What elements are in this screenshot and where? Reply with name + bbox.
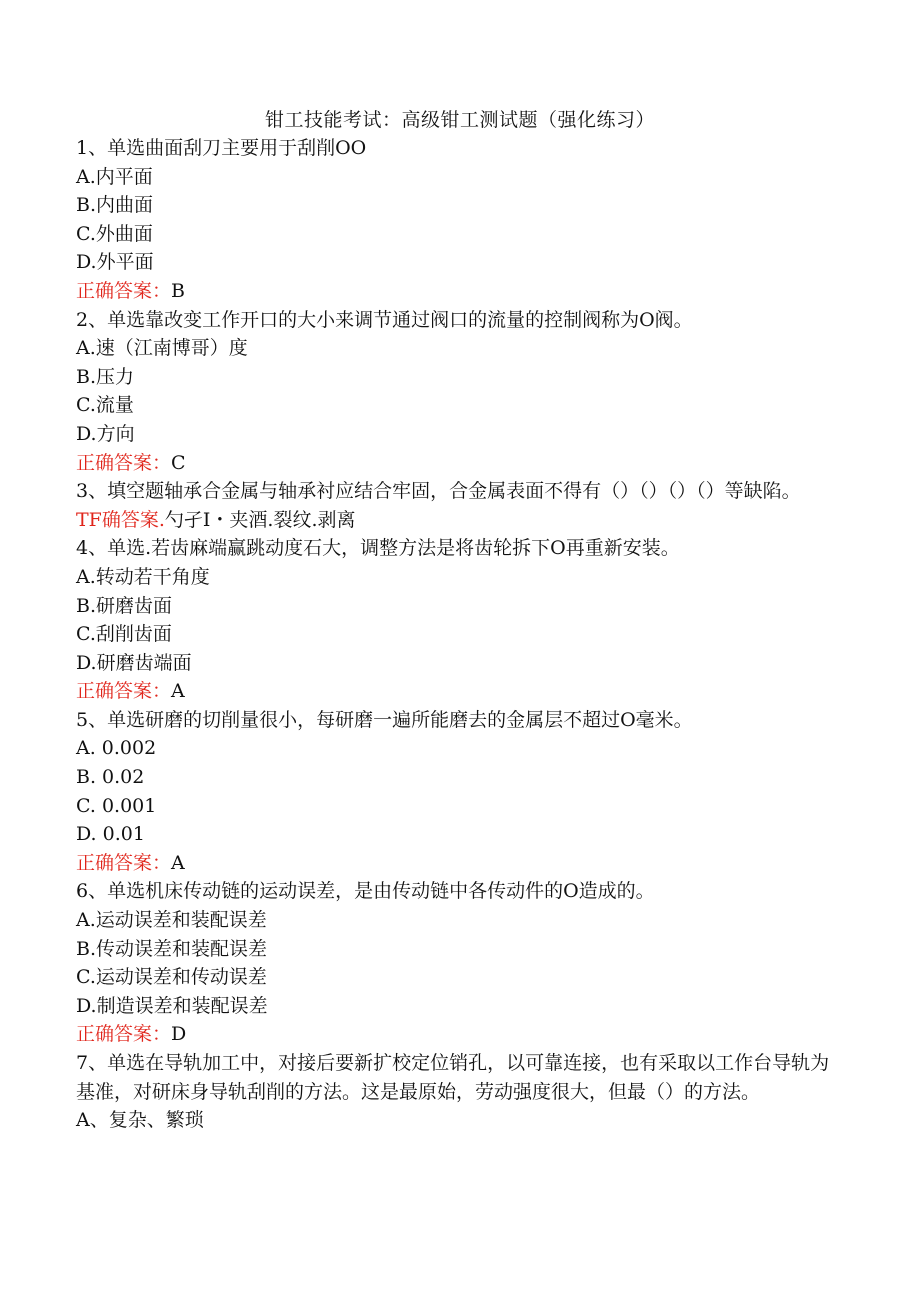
question-4 <box>76 534 836 706</box>
option-d: D.外平面 <box>76 251 154 274</box>
option-b: B.压力 <box>76 365 135 388</box>
option-d: D.方向 <box>76 422 135 445</box>
answer-value: A <box>171 680 185 703</box>
correct-answer <box>76 849 836 878</box>
question-stem: 4、单选.若齿麻端赢跳动度石大，调整方法是将齿轮拆下O再重新安装。 <box>76 537 680 560</box>
answer-label: 正确答案： <box>76 680 172 703</box>
answer-label: TF确答案. <box>76 508 165 531</box>
option-a: A、复杂、繁琐 <box>76 1109 204 1132</box>
answer-label: 正确答案： <box>76 1023 172 1046</box>
question-7 <box>76 1049 836 1135</box>
correct-answer <box>76 1020 836 1049</box>
question-stem: 6、单选机床传动链的运动误差，是由传动链中各传动件的O造成的。 <box>76 880 655 903</box>
question-stem: 5、单选研磨的切削量很小，每研磨一遍所能磨去的金属层不超过O毫米。 <box>76 708 693 731</box>
option-b: B.传动误差和装配误差 <box>76 937 268 960</box>
question-2 <box>76 306 836 478</box>
question-6 <box>76 877 836 1049</box>
correct-answer <box>76 449 836 478</box>
correct-answer <box>76 677 836 706</box>
option-d: D.研磨齿端面 <box>76 651 192 674</box>
question-stem: 1、单选曲面刮刀主要用于刮削OO <box>76 137 367 159</box>
question-stem: 3、填空题轴承合金属与轴承衬应结合牢固，合金属表面不得有（）（）（）（）等缺陷。 <box>76 480 801 503</box>
answer-value: B <box>171 279 185 302</box>
option-d: D. 0.01 <box>76 823 145 846</box>
question-list <box>76 134 836 1135</box>
correct-answer <box>76 506 836 535</box>
document-title: 钳工技能考试：高级钳工测试题（强化练习） <box>264 109 655 131</box>
answer-value: 勺孑I・夹酒.裂纹.剥离 <box>164 508 356 531</box>
question-stem: 7、单选在导轨加工中，对接后要新扩校定位销孔，以可靠连接，也有采取以工作台导轨为基准，对研床身导轨刮削的方法。这是最原始，劳动强度很大，但最（）的方法。 <box>76 1052 830 1103</box>
option-c: C.运动误差和传动误差 <box>76 966 267 989</box>
option-a: A. 0.002 <box>76 737 157 760</box>
option-d: D.制造误差和装配误差 <box>76 994 268 1017</box>
question-1 <box>76 134 836 306</box>
option-c: C.刮削齿面 <box>76 623 172 646</box>
option-a: A.运动误差和装配误差 <box>76 909 267 932</box>
answer-label: 正确答案： <box>76 279 172 302</box>
question-5 <box>76 706 836 878</box>
answer-label: 正确答案： <box>76 851 172 874</box>
answer-value: C <box>171 451 186 474</box>
answer-value: D <box>171 1023 187 1046</box>
option-b: B.内曲面 <box>76 194 154 217</box>
option-a: A.转动若干角度 <box>76 565 210 588</box>
option-c: C.流量 <box>76 394 134 417</box>
option-b: B.研磨齿面 <box>76 594 173 617</box>
option-a: A.速（江南博哥）度 <box>76 337 248 360</box>
option-c: C. 0.001 <box>76 794 157 817</box>
correct-answer <box>76 277 836 306</box>
option-a: A.内平面 <box>76 165 153 188</box>
option-b: B. 0.02 <box>76 766 145 789</box>
answer-value: A <box>171 851 185 874</box>
option-c: C.外曲面 <box>76 222 153 245</box>
question-3 <box>76 477 836 534</box>
question-stem: 2、单选靠改变工作开口的大小来调节通过阀口的流量的控制阀称为O阀。 <box>76 308 693 331</box>
answer-label: 正确答案： <box>76 451 172 474</box>
